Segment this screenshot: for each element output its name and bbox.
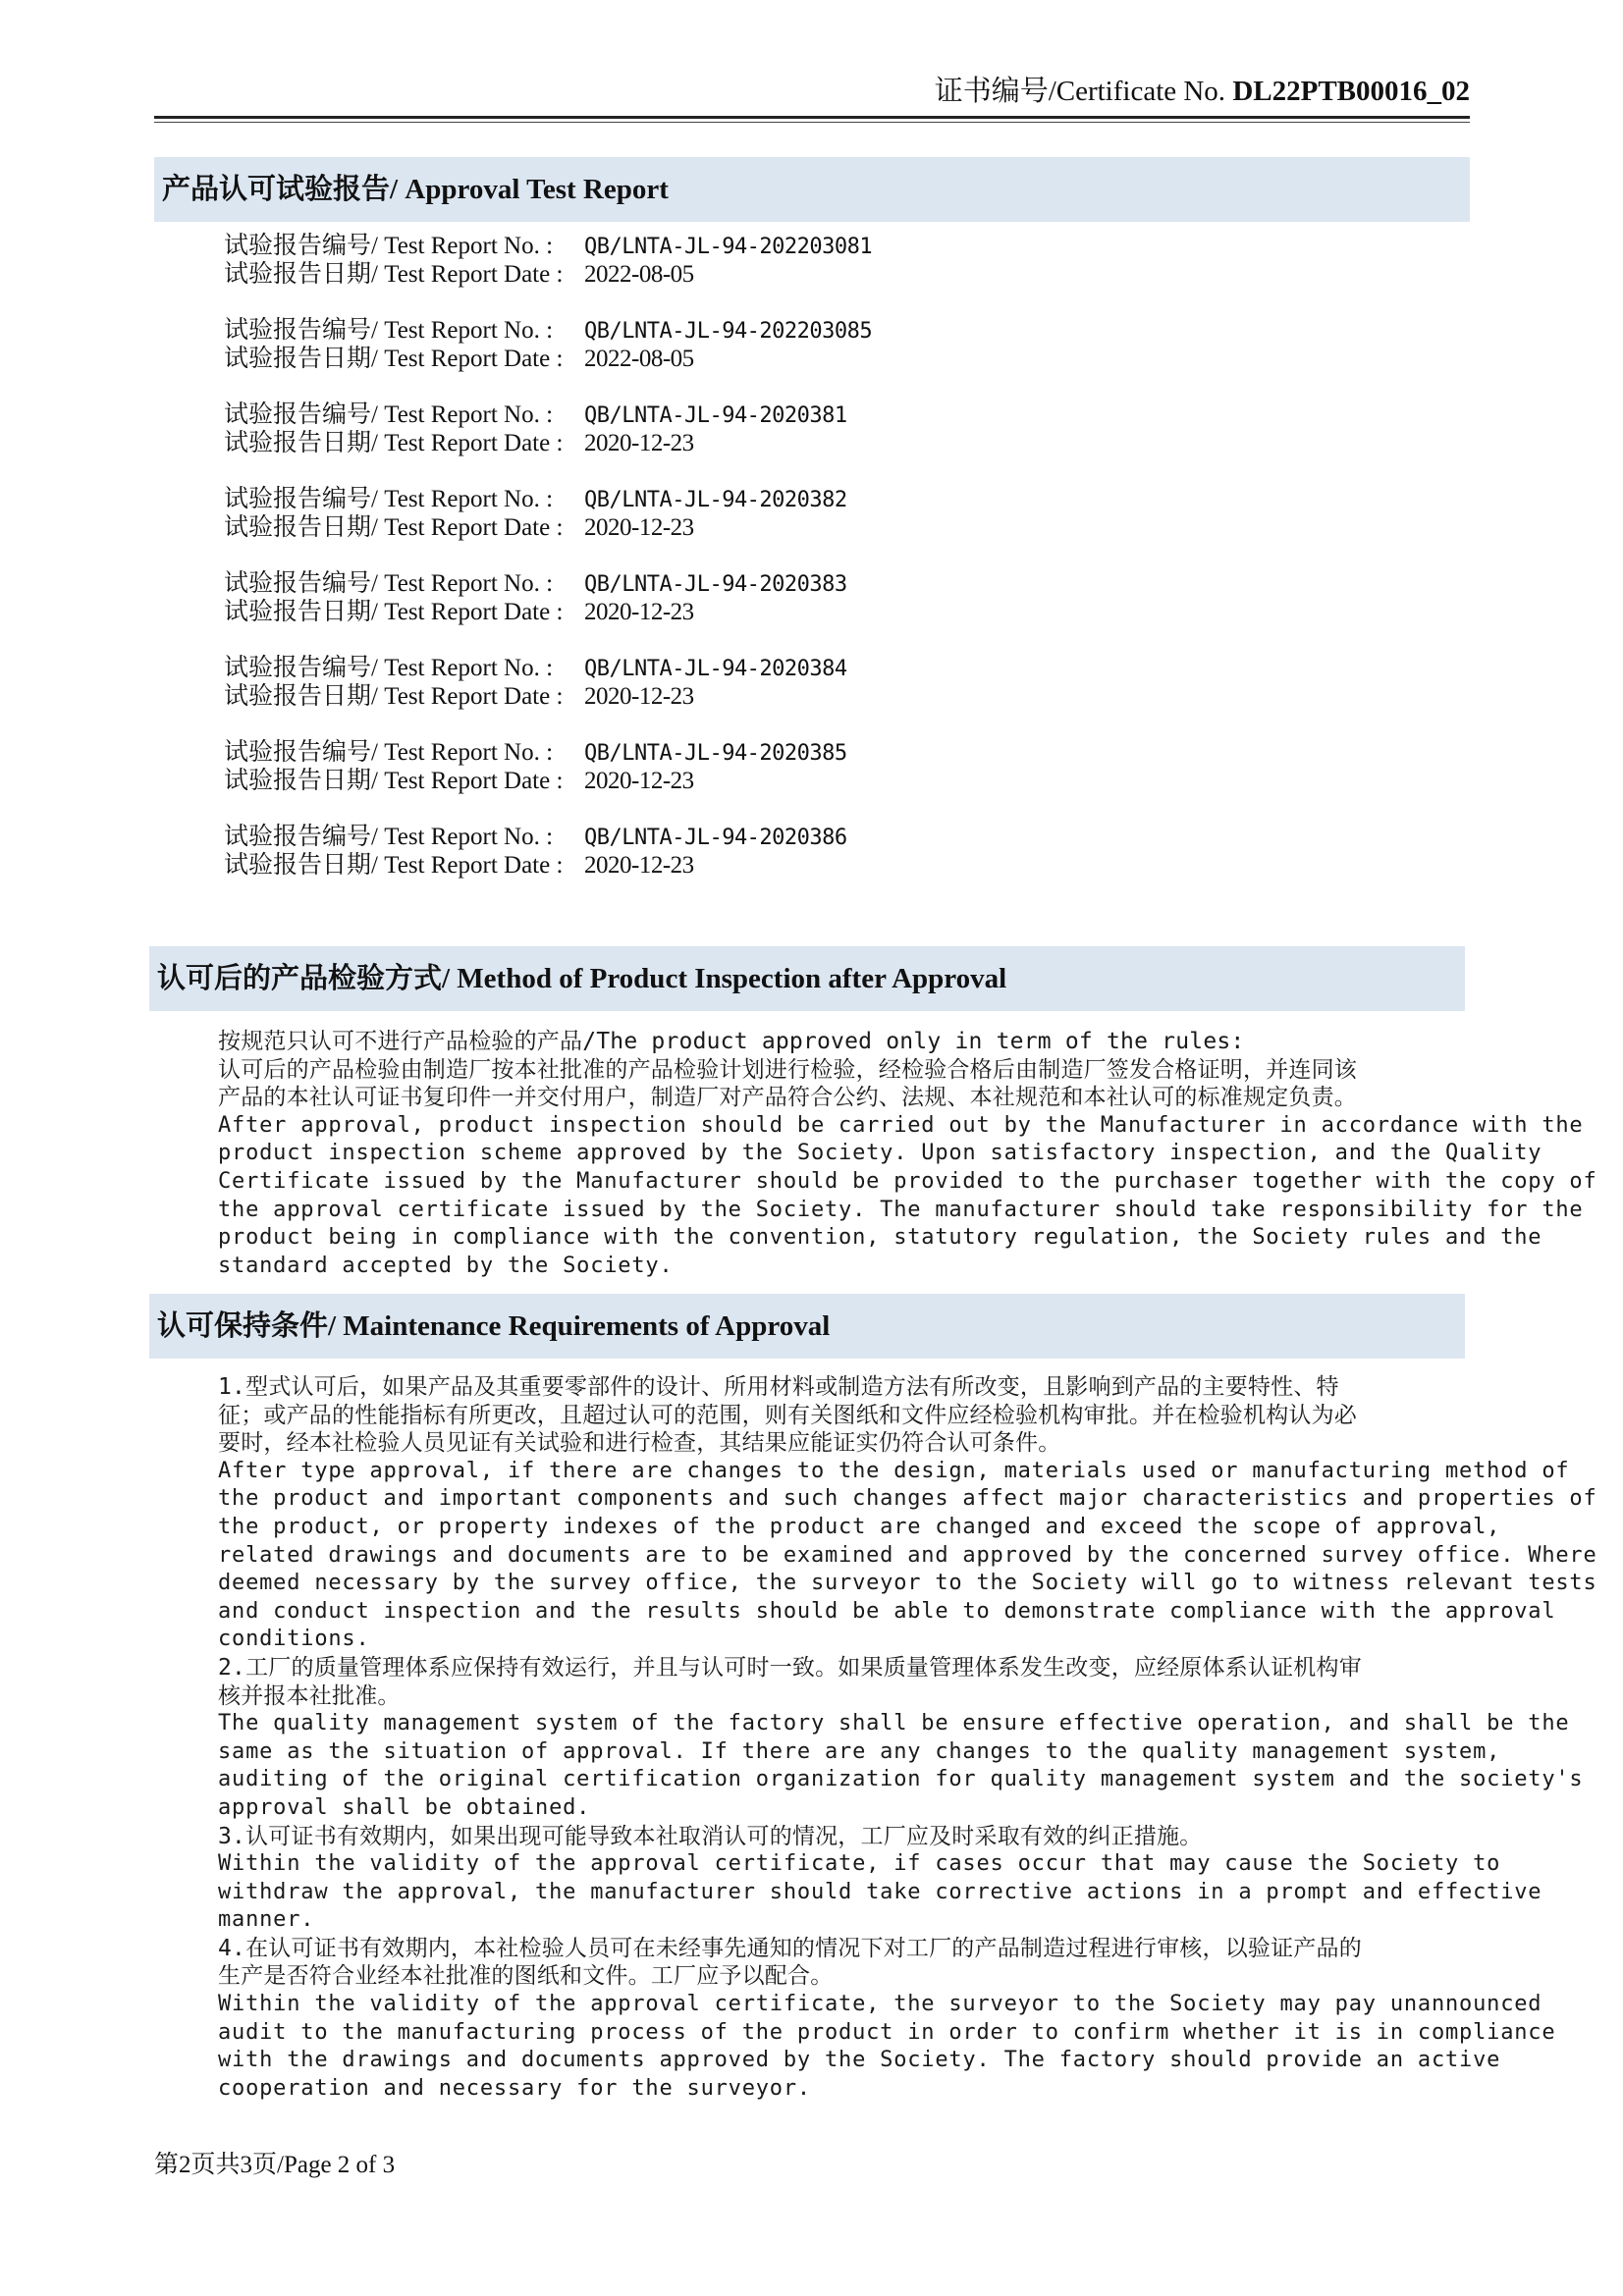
text-line: audit to the manufacturing process of the product in order to confirm whether it is in compliance [218,2019,1556,2045]
test-report-no-value: QB/LNTA-JL-94-202203081 [584,235,873,259]
text-line: 生产是否符合业经本社批准的图纸和文件。工厂应予以配合。 [218,1963,834,1990]
test-report-date-value: 2020-12-23 [584,514,694,541]
test-report-no-value: QB/LNTA-JL-94-202203085 [584,319,873,344]
text-line: the approval certificate issued by the Society. The manufacturer should take responsibility for the [218,1197,1584,1222]
test-report-no-label: 试验报告编号/ Test Report No. : [224,824,554,850]
test-report-date-value: 2022-08-05 [584,346,694,372]
header-rule-thin [154,122,1470,123]
text-line: 1.型式认可后，如果产品及其重要零部件的设计、所用材料或制造方法有所改变，且影响到产品的主要特性、特 [218,1374,1339,1400]
text-line: product inspection scheme approved by the Society. Upon satisfactory inspection, and the Quality [218,1141,1542,1166]
section-approval-test-report-title: 产品认可试验报告/ Approval Test Report [154,157,1470,222]
test-report-date-line [224,429,1108,457]
test-report-no-line [224,738,1108,767]
test-report-date-label: 试验报告日期/ Test Report Date : [224,768,564,794]
test-report-entry [224,316,1108,400]
text-line: and conduct inspection and the results should be able to demonstrate compliance with the approval [218,1598,1556,1624]
test-report-date-line [224,260,1108,289]
test-report-date-value: 2020-12-23 [584,430,694,456]
certificate-number: DL22PTB00016_02 [1232,76,1470,107]
certificate-header [154,75,1470,108]
text-line: deemed necessary by the survey office, the surveyor to the Society will go to witness relevant tests [218,1571,1597,1596]
text-line: the product, or property indexes of the product are changed and exceed the scope of approval, [218,1514,1501,1539]
test-report-no-line [224,823,1108,851]
test-report-date-label: 试验报告日期/ Test Report Date : [224,346,564,372]
text-line: product being in compliance with the convention, statutory regulation, the Society rules and the [218,1225,1542,1251]
test-report-entry [224,485,1108,569]
test-report-date-label: 试验报告日期/ Test Report Date : [224,430,564,456]
test-report-no-label: 试验报告编号/ Test Report No. : [224,317,554,344]
test-report-entry [224,400,1108,485]
text-line: 2.工厂的质量管理体系应保持有效运行，并且与认可时一致。如果质量管理体系发生改变，应经原体系认证机构审 [218,1654,1362,1681]
test-report-entry [224,738,1108,823]
test-report-date-line [224,598,1108,626]
text-line: Within the validity of the approval certificate, the surveyor to the Society may pay unannounced [218,1992,1542,2017]
test-report-no-label: 试验报告编号/ Test Report No. : [224,570,554,597]
test-report-date-line [224,851,1108,880]
test-report-no-label: 试验报告编号/ Test Report No. : [224,401,554,428]
test-report-no-value: QB/LNTA-JL-94-2020381 [584,403,847,428]
test-report-date-line [224,767,1108,795]
test-report-no-value: QB/LNTA-JL-94-2020384 [584,657,847,681]
test-report-entry [224,823,1108,907]
test-report-no-label: 试验报告编号/ Test Report No. : [224,486,554,512]
text-line: 要时，经本社检验人员见证有关试验和进行检查，其结果应能证实仍符合认可条件。 [218,1430,1061,1457]
test-report-no-line [224,400,1108,429]
text-line: 认可后的产品检验由制造厂按本社批准的产品检验计划进行检验，经检验合格后由制造厂签发合格证明，并连同该 [218,1056,1357,1083]
test-report-no-line [224,654,1108,682]
text-line: standard accepted by the Society. [218,1253,674,1278]
test-report-date-label: 试验报告日期/ Test Report Date : [224,261,564,288]
test-report-date-value: 2020-12-23 [584,599,694,625]
test-report-no-label: 试验报告编号/ Test Report No. : [224,655,554,681]
test-report-date-line [224,513,1108,542]
test-report-no-value: QB/LNTA-JL-94-2020386 [584,826,847,850]
text-line: 产品的本社认可证书复印件一并交付用户，制造厂对产品符合公约、法规、本社规范和本社认可的标准规定负责。 [218,1085,1357,1111]
inspection-method-text [218,1028,1597,1280]
text-line: with the drawings and documents approved by the Society. The factory should provide an active [218,2048,1501,2073]
test-report-no-line [224,569,1108,598]
section-inspection-method-title: 认可后的产品检验方式/ Method of Product Inspection after Approval [149,946,1465,1011]
text-line: The quality management system of the factory shall be ensure effective operation, and shall be the [218,1711,1570,1736]
text-line: cooperation and necessary for the surveyor. [218,2075,811,2101]
test-report-entry [224,232,1108,316]
text-line: Within the validity of the approval certificate, if cases occur that may cause the Society to [218,1851,1501,1877]
text-line: manner. [218,1907,315,1933]
test-report-date-value: 2020-12-23 [584,852,694,879]
maintenance-requirements-text [218,1373,1597,2103]
test-report-date-value: 2022-08-05 [584,261,694,288]
test-report-date-label: 试验报告日期/ Test Report Date : [224,852,564,879]
test-report-date-label: 试验报告日期/ Test Report Date : [224,514,564,541]
test-report-no-value: QB/LNTA-JL-94-2020385 [584,741,847,766]
text-line: 按规范只认可不进行产品检验的产品/The product approved only in term of the rules: [218,1029,1245,1054]
text-line: 4.在认可证书有效期内，本社检验人员可在未经事先通知的情况下对工厂的产品制造过程进行审核，以验证产品的 [218,1935,1362,1961]
test-report-no-label: 试验报告编号/ Test Report No. : [224,233,554,259]
test-report-no-line [224,485,1108,513]
test-report-no-value: QB/LNTA-JL-94-2020382 [584,488,847,512]
text-line: After type approval, if there are changes to the design, materials used or manufacturing method of [218,1458,1570,1483]
test-report-date-value: 2020-12-23 [584,768,694,794]
test-report-date-label: 试验报告日期/ Test Report Date : [224,683,564,710]
text-line: Certificate issued by the Manufacturer should be provided to the purchaser together with the copy of [218,1168,1597,1194]
text-line: After approval, product inspection should be carried out by the Manufacturer in accordance with the [218,1112,1584,1138]
test-report-no-value: QB/LNTA-JL-94-2020383 [584,572,847,597]
test-report-date-line [224,682,1108,711]
text-line: same as the situation of approval. If there are any changes to the quality management system, [218,1738,1501,1764]
test-report-date-label: 试验报告日期/ Test Report Date : [224,599,564,625]
text-line: related drawings and documents are to be examined and approved by the concerned survey office. Where [218,1542,1597,1568]
text-line: 征；或产品的性能指标有所更改，且超过认可的范围，则有关图纸和文件应经检验机构审批。并在检验机构认为必 [218,1402,1357,1428]
text-line: auditing of the original certification organization for quality management system and the society's [218,1767,1584,1792]
test-report-date-line [224,345,1108,373]
text-line: 3.认可证书有效期内，如果出现可能导致本社取消认可的情况，工厂应及时采取有效的纠正措施。 [218,1823,1203,1849]
text-line: 核并报本社批准。 [218,1682,401,1709]
text-line: conditions. [218,1627,370,1652]
test-report-no-line [224,232,1108,260]
certificate-label: 证书编号/Certificate No. [934,76,1226,107]
text-line: withdraw the approval, the manufacturer should take corrective actions in a prompt and effective [218,1879,1542,1904]
test-report-entry [224,654,1108,738]
page-footer: 第2页共3页/Page 2 of 3 [154,2152,396,2178]
test-report-no-line [224,316,1108,345]
section-maintenance-title: 认可保持条件/ Maintenance Requirements of Approval [149,1294,1465,1359]
test-report-list [224,232,1108,907]
test-report-date-value: 2020-12-23 [584,683,694,710]
text-line: approval shall be obtained. [218,1794,591,1820]
header-rule-thick [154,116,1470,119]
test-report-no-label: 试验报告编号/ Test Report No. : [224,739,554,766]
text-line: the product and important components and such changes affect major characteristics and properties of [218,1486,1597,1512]
test-report-entry [224,569,1108,654]
